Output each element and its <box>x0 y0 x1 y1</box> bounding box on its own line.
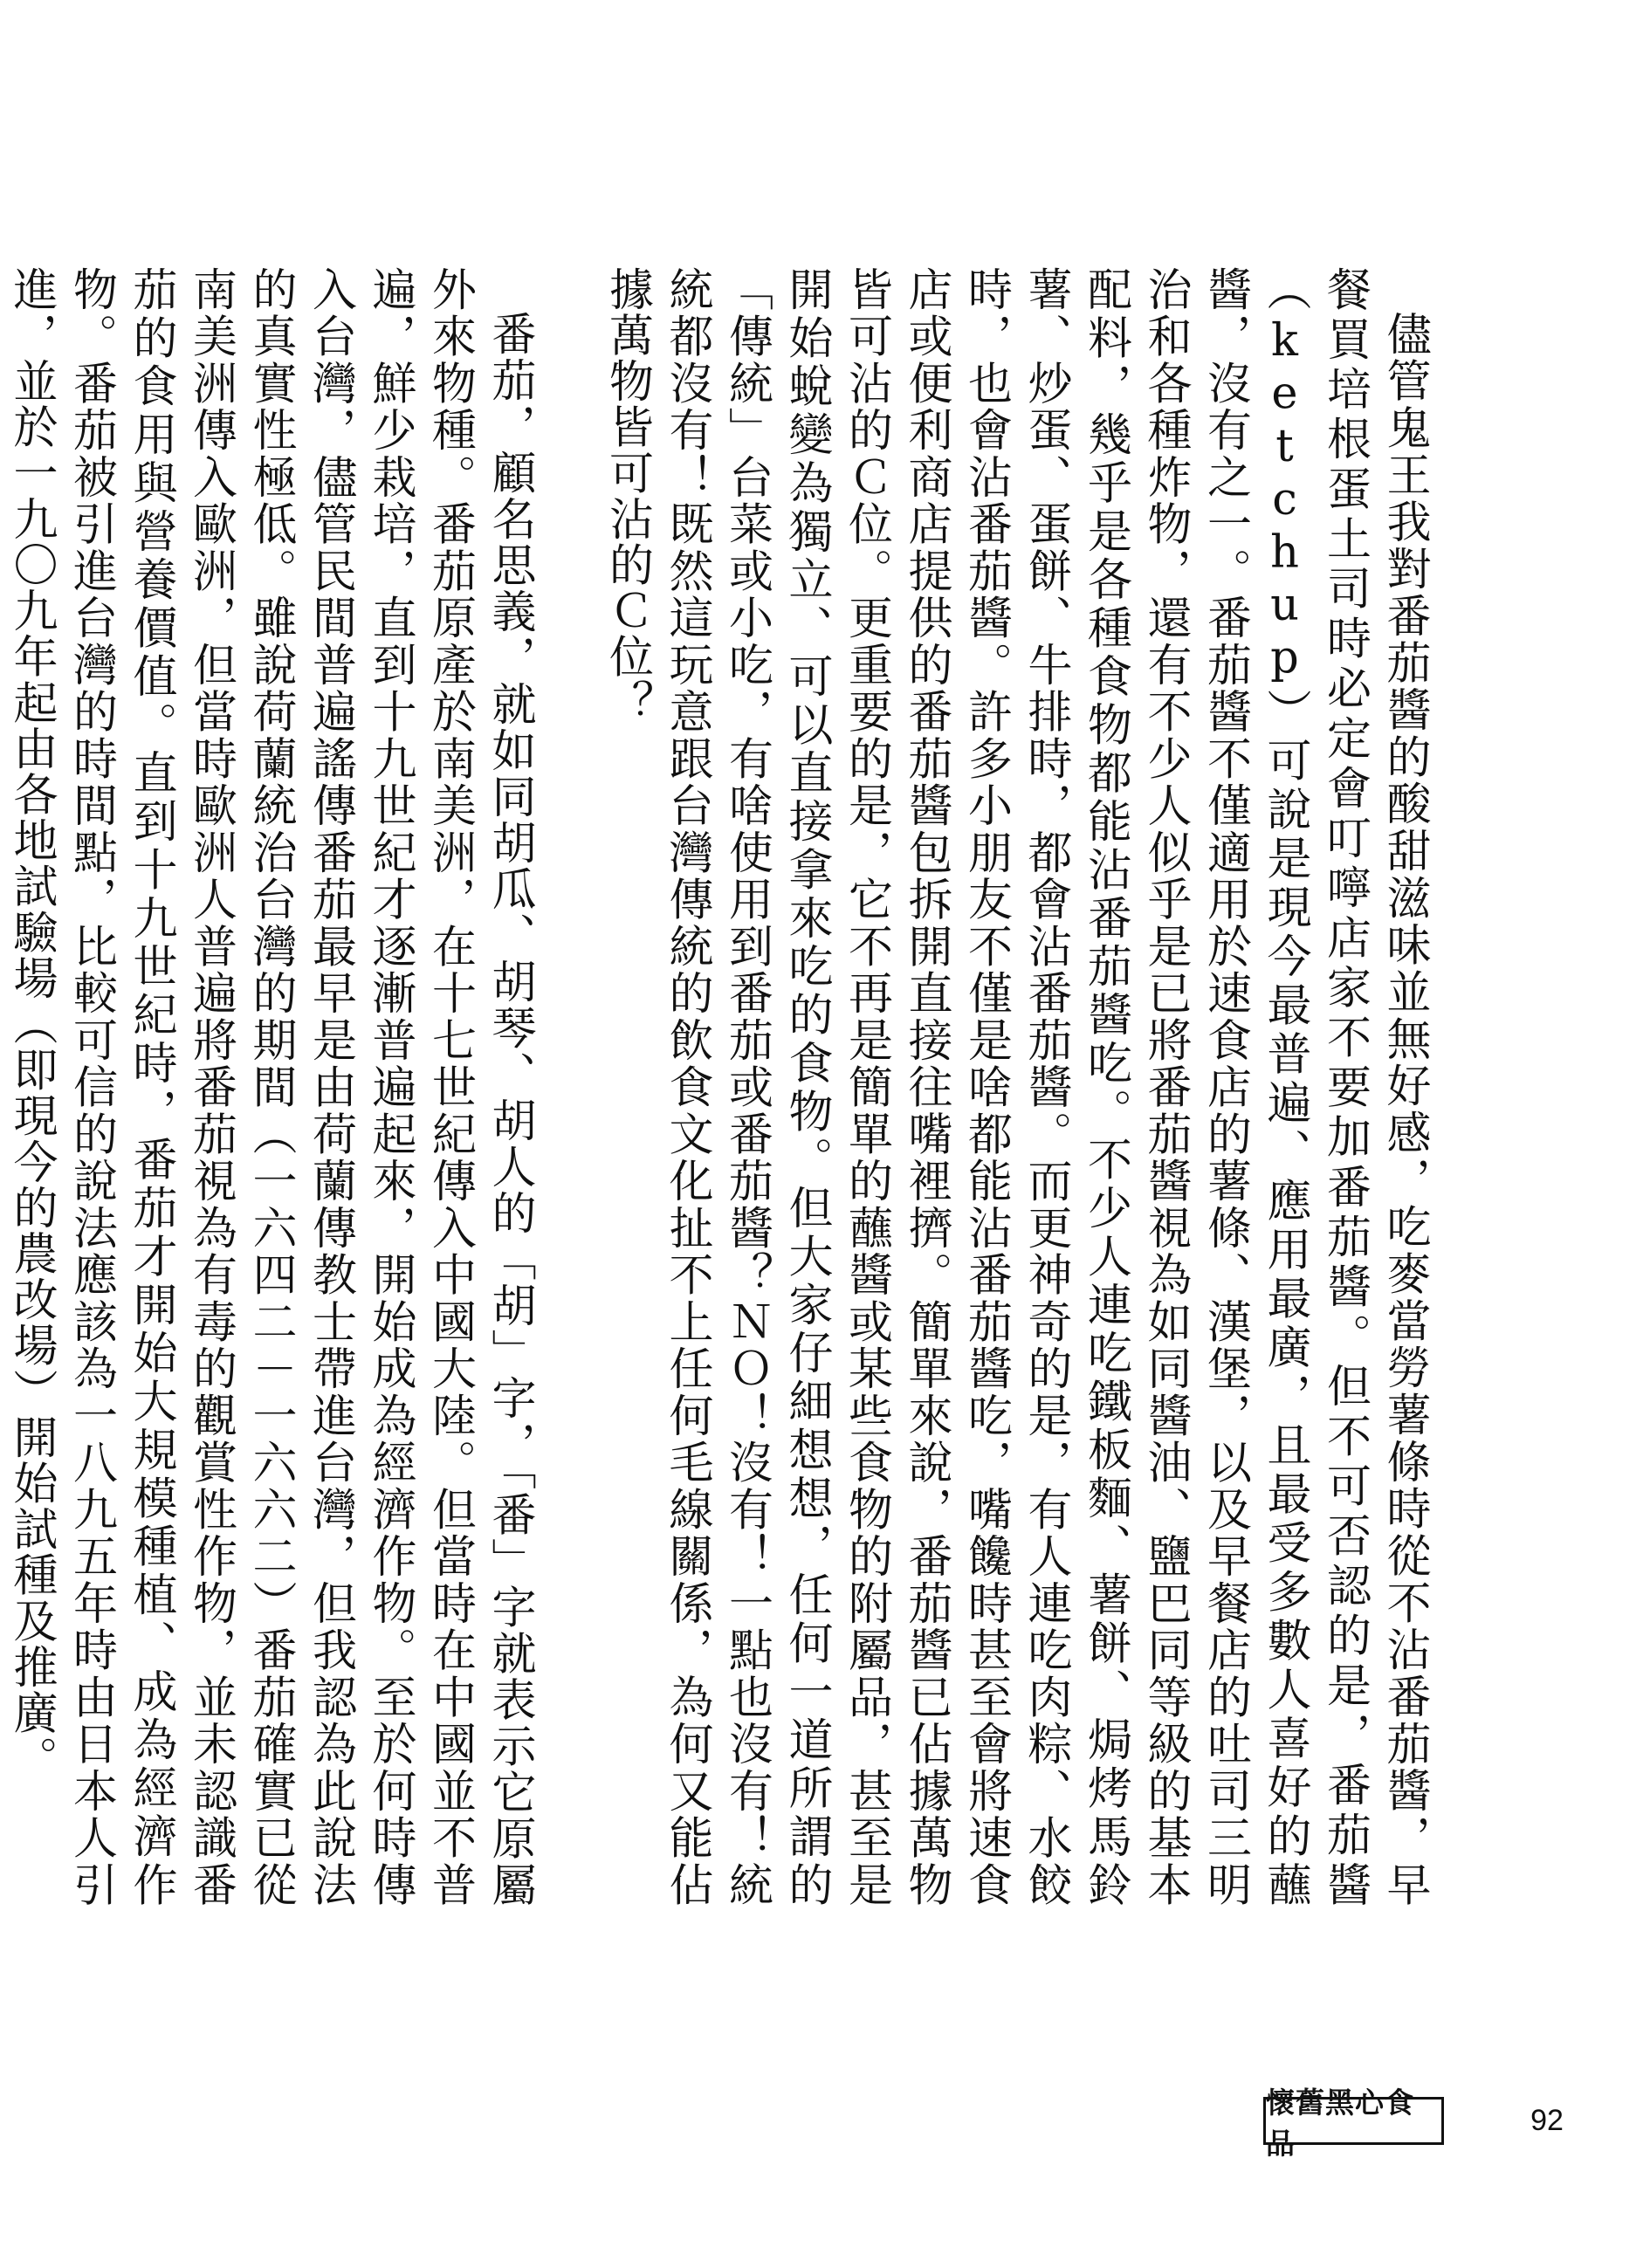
book-title-tag: 懷舊黑心食品 <box>1263 2097 1444 2145</box>
paragraph-tomato-history: 番茄，顧名思義，就如同胡瓜、胡琴、胡人的「胡」字，「番」字就表示它原屬外來物種。番茄原產於南美洲，在十七世紀傳入中國大陸。但當時在中國並不普遍，鮮少栽培，直到十九世紀才逐漸普遍起來，開始成為經濟作物。至於何時傳入台灣，儘管民間普遍謠傳番茄最早是由荷蘭傳教士帶進台灣，但我認為此說法的真實性極低。雖說荷蘭統治台灣的期間（一六四二－一六六二）番茄確實已從南美洲傳入歐洲，但當時歐洲人普遍將番茄視為有毒的觀賞性作物，並未認識番茄的食用與營養價值。直到十九世紀時，番茄才開始大規模種植、成為經濟作物。番茄被引進台灣的時間點，比較可信的說法應該為一八九五年時由日本人引進，並於一九〇九年起由各地試驗場（即現今的農改場）開始試種及推廣。 <box>5 266 535 1907</box>
paragraph-ketchup-intro: 儘管鬼王我對番茄醬的酸甜滋味並無好感，吃麥當勞薯條時從不沾番茄醬，早餐買培根蛋土司時必定會叮嚀店家不要加番茄醬。但不可否認的是，番茄醬（ketchup）可說是現今最普遍、應用最廣，且最受多數人喜好的蘸醬，沒有之一。番茄醬不僅適用於速食店的薯條、漢堡，以及早餐店的吐司三明治和各種炸物，還有不少人似乎是已將番茄醬視為如同醬油、鹽巴同等級的基本配料，幾乎是各種食物都能沾番茄醬吃。不少人連吃鐵板麵、薯餅、焗烤馬鈴薯、炒蛋、蛋餅、牛排時，都會沾番茄醬。而更神奇的是，有人連吃肉粽、水餃時，也會沾番茄醬。許多小朋友不僅是啥都能沾番茄醬吃，嘴饞時甚至會將速食店或便利商店提供的番茄醬包拆開直接往嘴裡擠。簡單來說，番茄醬已佔據萬物皆可沾的Ｃ位。更重要的是，它不再是簡單的蘸醬或某些食物的附屬品，甚至是開始蛻變為獨立、可以直接拿來吃的食物。但大家仔細想想，任何一道所謂的「傳統」台菜或小吃，有啥使用到番茄或番茄醬？ＮＯ！沒有！一點也沒有！統統都沒有！既然這玩意跟台灣傳統的飲食文化扯不上任何毛線關係，為何又能佔據萬物皆可沾的Ｃ位？ <box>601 266 1430 1907</box>
body-text <box>1 266 1434 1907</box>
page-number: 92 <box>1530 2104 1564 2137</box>
